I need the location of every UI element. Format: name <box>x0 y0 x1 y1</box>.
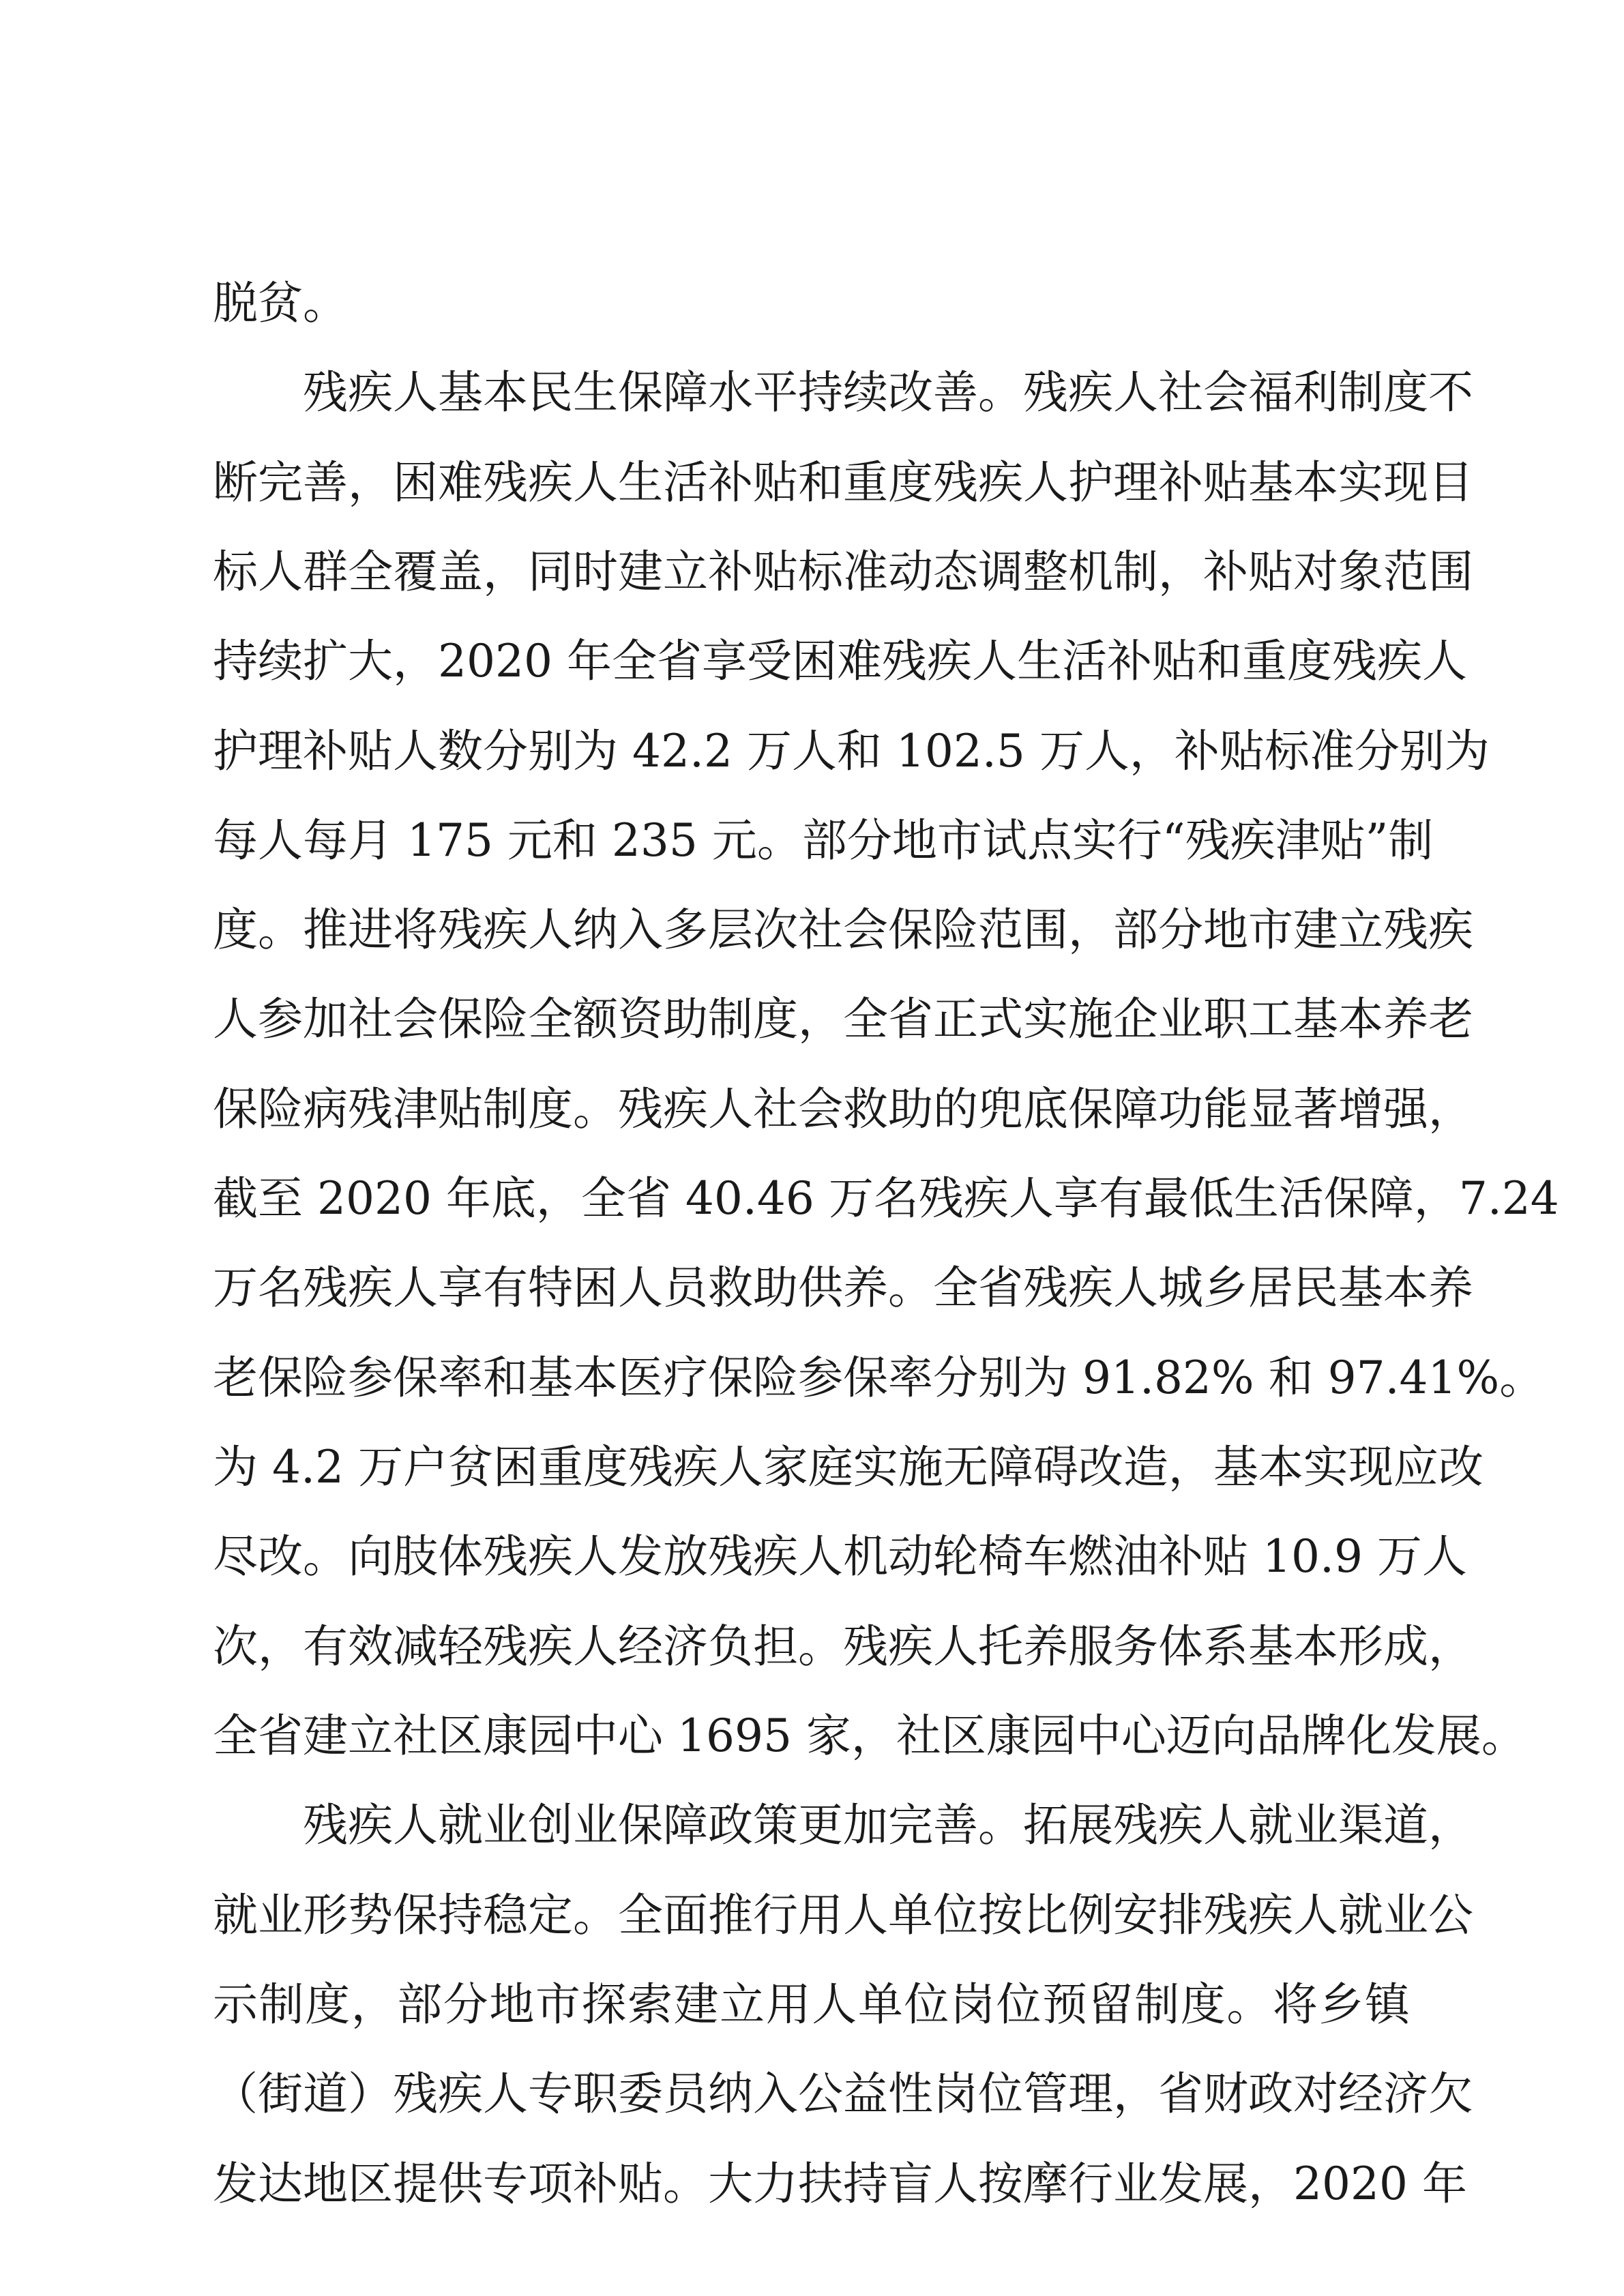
text-line-5: 持续扩大，2020 年全省享受困难残疾人生活补贴和重度残疾人 <box>213 635 1467 687</box>
text-line-22: 发达地区提供专项补贴。大力扶持盲人按摩行业发展，2020 年 <box>213 2158 1467 2210</box>
text-line-18: 残疾人就业创业保障政策更加完善。拓展残疾人就业渠道， <box>303 1799 1473 1851</box>
text-line-20: 示制度，部分地市探索建立用人单位岗位预留制度。将乡镇 <box>213 1978 1410 2031</box>
text-line-10: 保险病残津贴制度。残疾人社会救助的兜底保障功能显著增强， <box>213 1083 1473 1135</box>
text-line-11: 截至 2020 年底，全省 40.46 万名残疾人享有最低生活保障，7.24 <box>213 1172 1559 1225</box>
text-line-4: 标人群全覆盖，同时建立补贴标准动态调整机制，补贴对象范围 <box>213 546 1473 598</box>
text-line-7: 每人每月 175 元和 235 元。部分地市试点实行“残疾津贴”制 <box>213 814 1434 867</box>
text-line-17: 全省建立社区康园中心 1695 家，社区康园中心迈向品牌化发展。 <box>213 1710 1526 1762</box>
text-line-13: 老保险参保率和基本医疗保险参保率分别为 91.82% 和 97.41%。 <box>213 1352 1545 1404</box>
text-line-15: 尽改。向肢体残疾人发放残疾人机动轮椅车燃油补贴 10.9 万人 <box>213 1530 1467 1583</box>
text-line-12: 万名残疾人享有特困人员救助供养。全省残疾人城乡居民基本养 <box>213 1262 1473 1314</box>
text-line-16: 次，有效减轻残疾人经济负担。残疾人托养服务体系基本形成， <box>213 1620 1473 1673</box>
text-line-8: 度。推进将残疾人纳入多层次社会保险范围，部分地市建立残疾 <box>213 904 1473 956</box>
text-line-9: 人参加社会保险全额资助制度，全省正式实施企业职工基本养老 <box>213 993 1473 1045</box>
text-line-6: 护理补贴人数分别为 42.2 万人和 102.5 万人，补贴标准分别为 <box>213 725 1490 777</box>
text-line-21: （街道）残疾人专职委员纳入公益性岗位管理，省财政对经济欠 <box>213 2068 1473 2120</box>
text-line-3: 断完善，困难残疾人生活补贴和重度残疾人护理补贴基本实现目 <box>213 456 1473 509</box>
text-line-2: 残疾人基本民生保障水平持续改善。残疾人社会福利制度不 <box>303 366 1473 419</box>
text-line-19: 就业形势保持稳定。全面推行用人单位按比例安排残疾人就业公 <box>213 1889 1473 1941</box>
text-line-14: 为 4.2 万户贫困重度残疾人家庭实施无障碍改造，基本实现应改 <box>213 1441 1483 1493</box>
text-line-1: 脱贫。 <box>213 277 348 329</box>
